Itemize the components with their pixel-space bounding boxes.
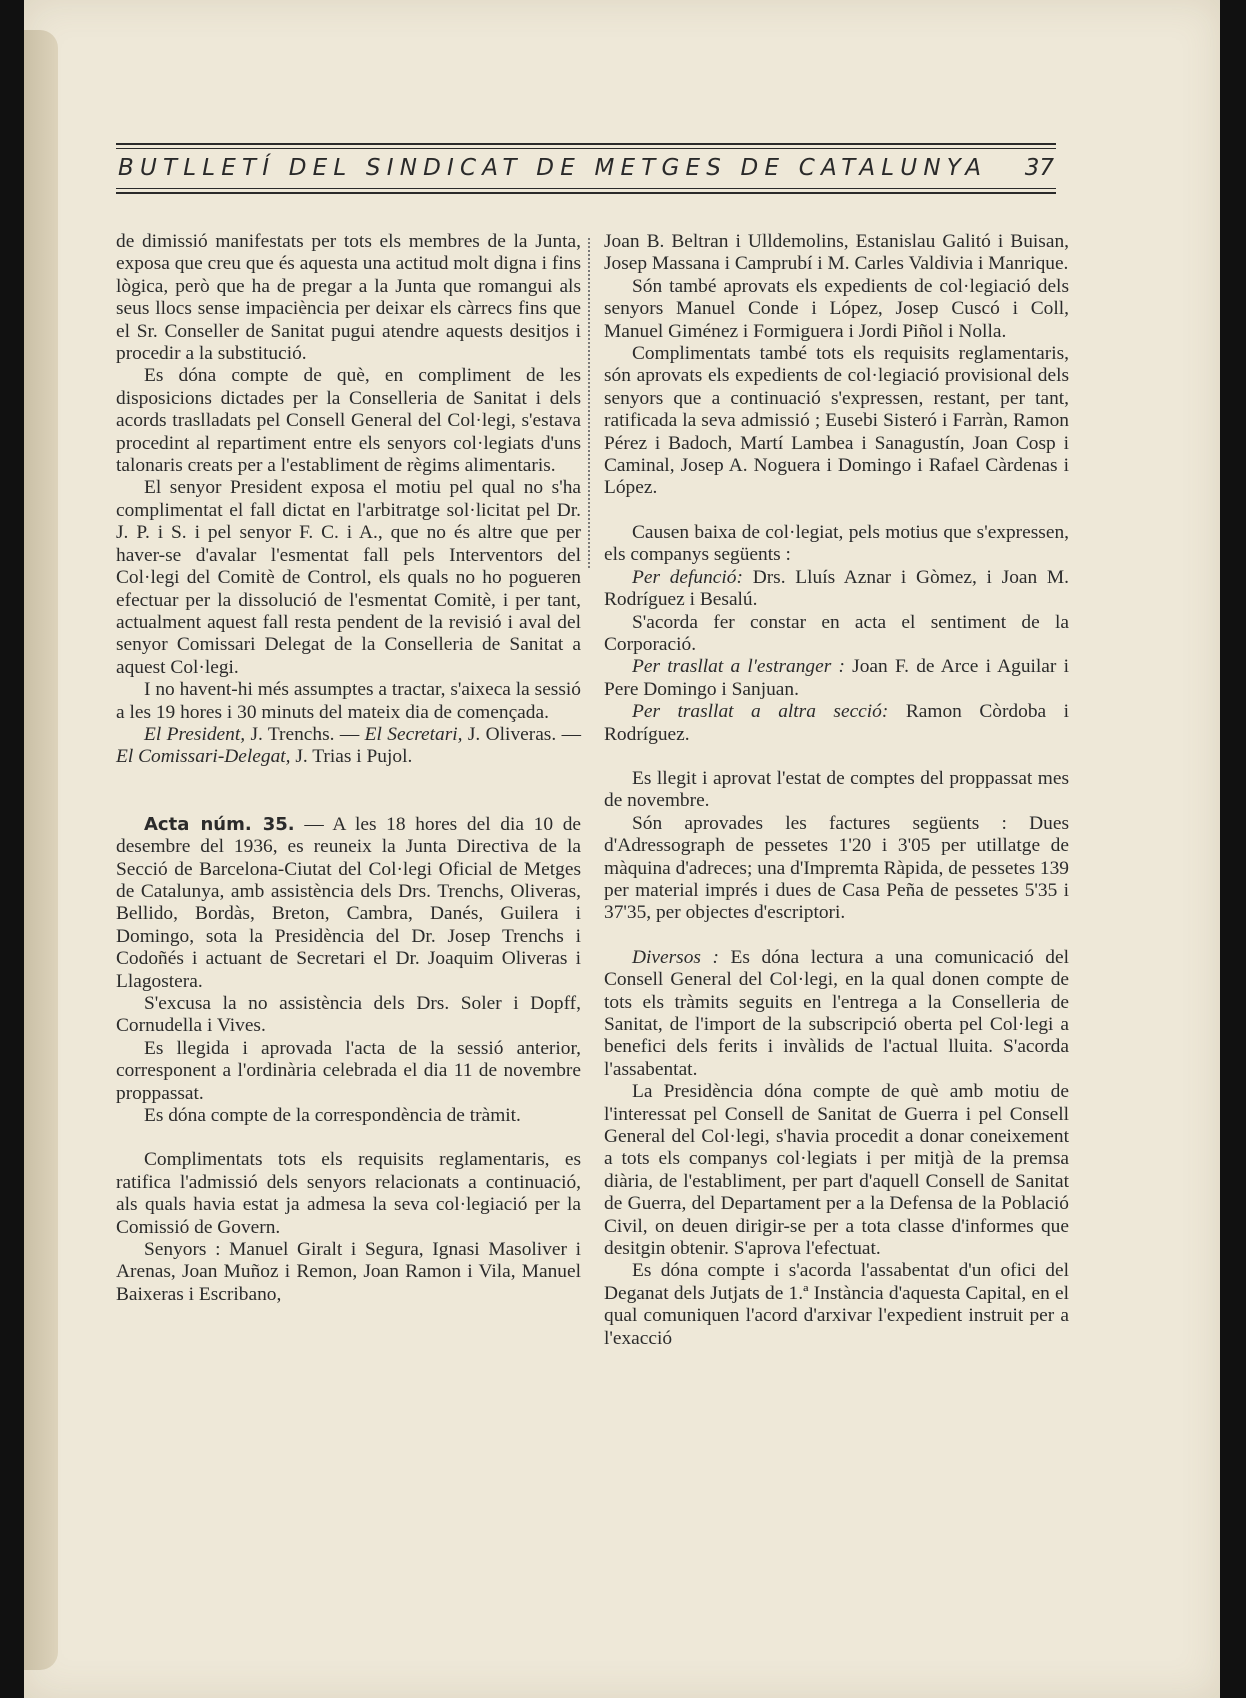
left-column [116, 231, 581, 1306]
running-title: BUTLLETÍ DEL SINDICAT DE METGES DE CATALUNYA [118, 155, 988, 181]
header-rule-top [116, 143, 1056, 145]
paragraph: Es llegit i aprovat l'estat de comptes del proppassat mes de novembre. [604, 767, 1069, 812]
reason-label: Per trasllat a altra secció: [632, 701, 889, 723]
signature-label: El President, [144, 723, 246, 745]
paragraph: Són aprovades les factures següents : Dues d'Adressograph de pessetes 1'20 i 3'05 per utillatge de màquina d'adreces; una d'Impremta Ràpida, de pessetes 139 per material imprés i dues de Casa Peña de pessetes 5'35 i 37'35, per objectes d'escriptori. [604, 812, 1069, 924]
paragraph [604, 567, 1069, 612]
reason-label: Per defunció: [632, 566, 743, 588]
paragraph: de dimissió manifestats per tots els membres de la Junta, exposa que creu que és aquesta una actitud molt digna i fins lògica, però que ha de pregar a la Junta que romangui als seus llocs sense impaciència per deixar els càrrecs fins que el Sr. Conseller de Sanitat pugui atendre aquests desitjos i procedir a la substitució. [116, 231, 581, 365]
paragraph: Joan B. Beltran i Ulldemolins, Estanislau Galitó i Buisan, Josep Massana i Camprubí i M. Carles Valdivia i Manrique. [604, 231, 1069, 275]
signature-name: J. Oliveras. — [467, 723, 581, 745]
paragraph: Es llegida i aprovada l'acta de la sessió anterior, corresponent a l'ordinària celebrada el dia 11 de novembre proppassat. [116, 1037, 581, 1104]
column-divider [588, 238, 591, 568]
paragraph: S'acorda fer constar en acta el sentiment de la Corporació. [604, 611, 1069, 655]
reason-text: Joan F. de Arce i Aguilar i Pere Domingo i Sanjuan. [604, 656, 1069, 700]
paragraph: Es dóna compte i s'acorda l'assabentat d'un ofici del Deganat dels Jutjats de 1.ª Instància d'aquesta Capital, en el qual comuniquen l'acord d'arxivar l'expedient instruit per a l'exacció [604, 1260, 1069, 1349]
paragraph: Senyors : Manuel Giralt i Segura, Ignasi Masoliver i Arenas, Joan Muñoz i Remon, Joan Ramon i Vila, Manuel Baixeras i Escribano, [116, 1239, 581, 1305]
paragraph: Complimentats també tots els requisits reglamentaris, són aprovats els expedients de col·legiació provisional dels senyors que a continuació s'expressen, restant, per tant, ratificada la seva admissió ; Eusebi Sisteró i Farràn, Ramon Pérez i Badoch, Martí Lambea i Sanagustín, Joan Cosp i Caminal, Josep A. Noguera i Domingo i Rafael Càrdenas i López. [604, 343, 1069, 499]
paragraph: El senyor President exposa el motiu pel qual no s'ha complimentat el fall dictat en l'arbitratge sol·licitat pel Dr. J. P. i S. i pel senyor F. C. i A., que no és altre que per haver-se d'avalar l'esmentat fall pels Interventors del Col·legi del Comitè de Control, els quals no ho pogueren efectuar per la dissolució de l'esmentat Comitè, i per tant, actualment aquest fall resta pendent de la revisió i aval del senyor Comissari Delegat de la Conselleria de Sanitat a aquest Col·legi. [116, 477, 581, 678]
binding-edge [24, 30, 58, 1670]
paragraph: I no havent-hi més assumptes a tractar, s'aixeca la sessió a les 19 hores i 30 minuts del mateix dia de començada. [116, 679, 581, 723]
header-rule-bottom-thin [116, 188, 1056, 189]
header-rule-bottom [116, 192, 1056, 194]
signature-label: El Secretari, [364, 723, 463, 745]
diversos-label: Diversos : [632, 946, 719, 968]
signature-name: J. Trenchs. — [250, 723, 360, 745]
signatures [116, 724, 581, 769]
reason-text: Ramon Còrdoba i Rodríguez. [604, 701, 1069, 745]
paragraph: Es dóna compte de què, en compliment de les disposicions dictades per la Conselleria de Sanitat i dels acords traslladats pel Consell General del Col·legi, s'estava procedint al repartiment entre els senyors col·legiats d'uns talonaris creats per a l'establiment de règims alimentaris. [116, 365, 581, 477]
acta-text: — A les 18 hores del dia 10 de desembre del 1936, es reuneix la Junta Directiva de la Secció de Barcelona-Ciutat del Col·legi Oficial de Metges de Catalunya, amb assistència dels Drs. Trenchs, Oliveras, Bellido, Bordàs, Breton, Cambra, Danés, Guilera i Domingo, sota la Presidència del Dr. Josep Trenchs i Codoñés i actuant de Secretari el Dr. Joaquim Oliveras i Llagostera. [116, 813, 581, 992]
acta-title: Acta núm. 35. [144, 813, 295, 835]
right-column [604, 231, 1069, 1350]
page-number: 37 [1024, 155, 1054, 181]
paragraph: La Presidència dóna compte de què amb motiu de l'interessat pel Consell de Sanitat de Guerra i pel Consell General del Col·legi, s'havia procedit a donar coneixement a tots els companys col·legiats i per mitjà de la premsa diària, de l'establiment, per part d'aquell Consell de Sanitat de Guerra, del Departament per a la Defensa de la Població Civil, on deuen dirigir-se per a tota classe d'informes que desitgin obtenir. S'aprova l'efectuat. [604, 1081, 1069, 1260]
paragraph [604, 656, 1069, 701]
signature-name: J. Trias i Pujol. [295, 746, 413, 768]
reason-label: Per trasllat a l'estranger : [632, 656, 845, 678]
reason-text: Drs. Lluís Aznar i Gòmez, i Joan M. Rodríguez i Besalú. [604, 566, 1069, 611]
page-header [116, 143, 1056, 194]
paragraph: Es dóna compte de la correspondència de tràmit. [144, 1105, 521, 1127]
paragraph [604, 947, 1069, 1081]
paragraph [604, 701, 1069, 746]
paragraph: Són també aprovats els expedients de col·legiació dels senyors Manuel Conde i López, Josep Cuscó i Coll, Manuel Giménez i Formiguera i Jordi Piñol i Nolla. [604, 275, 1069, 342]
acta-paragraph [116, 814, 581, 993]
paragraph: S'excusa la no assistència dels Drs. Soler i Dopff, Cornudella i Vives. [116, 993, 581, 1037]
signature-label: El Comissari-Delegat, [116, 746, 291, 768]
paragraph: Causen baixa de col·legiat, pels motius que s'expressen, els companys següents : [604, 521, 1069, 566]
diversos-text: Es dóna lectura a una comunicació del Consell General del Col·legi, en la qual donen compte de tots els tràmits seguits en l'entrega a la Conselleria de Sanitat, de l'import de la subscripció oberta pel Col·legi a benefici dels ferits i invàlids de l'actual lluita. S'acorda l'assabentat. [604, 946, 1069, 1080]
paragraph: Complimentats tots els requisits reglamentaris, es ratifica l'admissió dels senyors relacionats a continuació, als quals havia estat ja admesa la seva col·legiació per la Comissió de Govern. [116, 1149, 581, 1238]
